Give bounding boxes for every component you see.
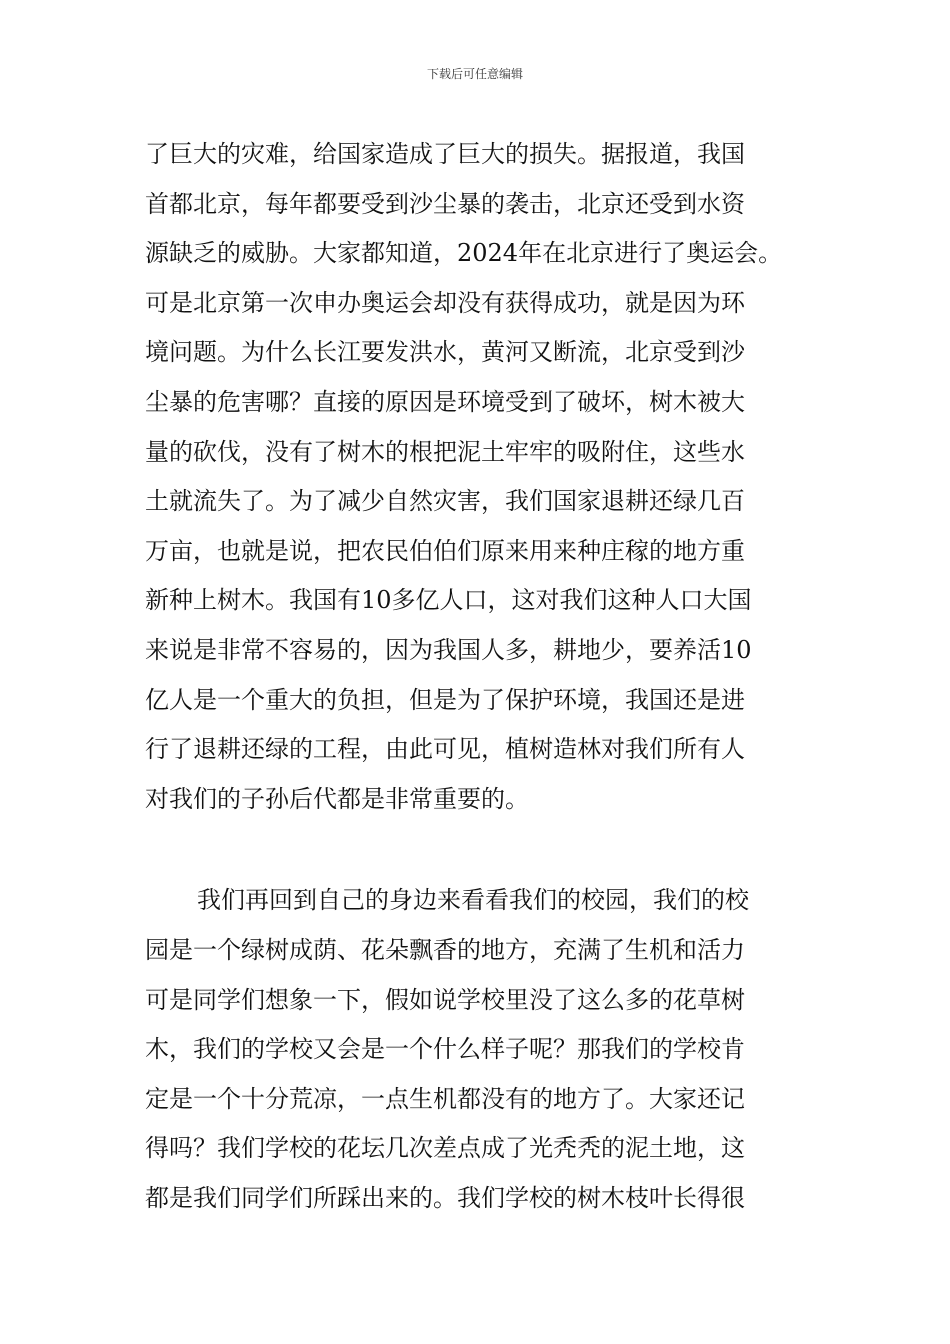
paragraph-line: 得吗？我们学校的花坛几次差点成了光秃秃的泥土地，这 xyxy=(145,1134,745,1163)
paragraph-line: 木，我们的学校又会是一个什么样子呢？那我们的学校肯 xyxy=(145,1035,745,1064)
paragraph-spacer xyxy=(145,824,835,876)
paragraph-line: 源缺乏的威胁。大家都知道，2024年在北京进行了奥运会。 xyxy=(145,239,783,268)
paragraph-line: 定是一个十分荒凉，一点生机都没有的地方了。大家还记 xyxy=(145,1084,745,1113)
paragraph-line: 首都北京，每年都要受到沙尘暴的袭击，北京还受到水资 xyxy=(145,189,745,218)
paragraph-line: 了巨大的灾难，给国家造成了巨大的损失。据报道，我国 xyxy=(145,140,745,168)
paragraph-line: 可是北京第一次申办奥运会却没有获得成功，就是因为环 xyxy=(145,288,745,317)
paragraph-1 xyxy=(145,130,835,824)
paragraph-line: 量的砍伐，没有了树木的根把泥土牢牢的吸附住，这些水 xyxy=(145,437,745,466)
paragraph-line: 来说是非常不容易的，因为我国人多，耕地少，要养活10 xyxy=(145,635,752,664)
paragraph-line: 可是同学们想象一下，假如说学校里没了这么多的花草树 xyxy=(145,985,745,1014)
paragraph-line: 对我们的子孙后代都是非常重要的。 xyxy=(145,784,529,813)
paragraph-line: 园是一个绿树成荫、花朵飘香的地方，充满了生机和活力 xyxy=(145,935,745,964)
paragraph-line: 亿人是一个重大的负担，但是为了保护环境，我国还是进 xyxy=(145,685,745,714)
page-header: 下载后可任意编辑 xyxy=(426,67,523,81)
paragraph-line: 尘暴的危害哪？直接的原因是环境受到了破坏，树木被大 xyxy=(145,387,745,416)
paragraph-line: 土就流失了。为了减少自然灾害，我们国家退耕还绿几百 xyxy=(145,487,745,516)
paragraph-line: 新种上树木。我国有10多亿人口，这对我们这种人口大国 xyxy=(145,586,752,615)
paragraph-line: 行了退耕还绿的工程，由此可见，植树造林对我们所有人 xyxy=(145,735,745,764)
paragraph-2 xyxy=(145,876,835,1223)
paragraph-line: 我们再回到自己的身边来看看我们的校园，我们的校 xyxy=(197,886,749,915)
paragraph-line: 境问题。为什么长江要发洪水，黄河又断流，北京受到沙 xyxy=(145,338,745,367)
document-body xyxy=(145,130,835,1223)
paragraph-line: 万亩，也就是说，把农民伯伯们原来用来种庄稼的地方重 xyxy=(145,536,745,565)
paragraph-line: 都是我们同学们所踩出来的。我们学校的树木枝叶长得很 xyxy=(145,1183,745,1212)
